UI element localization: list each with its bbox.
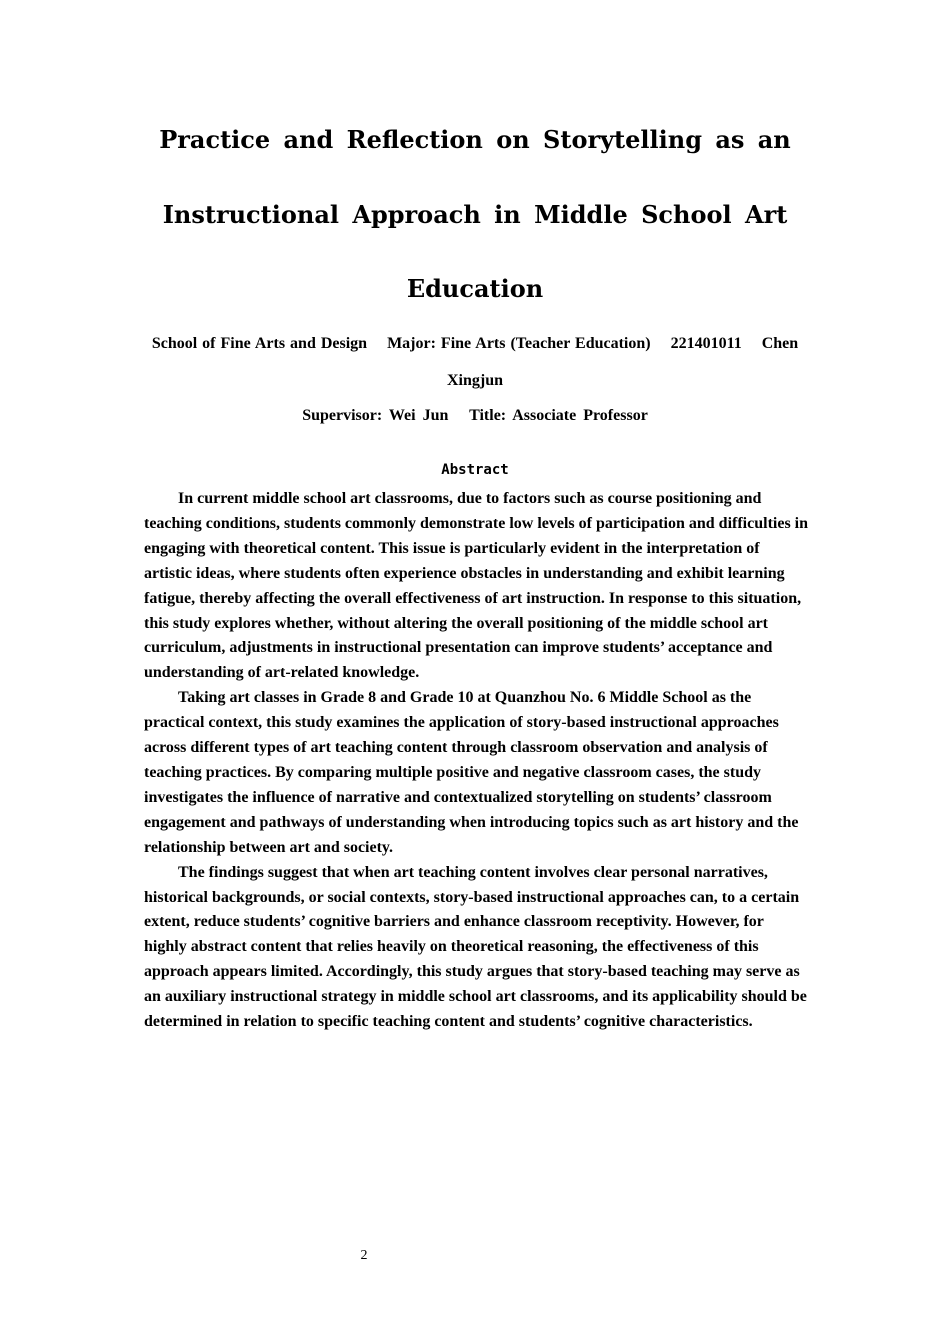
abstract-paragraph-1: In current middle school art classrooms, due to factors such as course positioning and teaching conditions, students commonly demonstrate low levels of participation and difficulties in engaging with theoretical content. This issue is particularly evident in the interpretation of artistic ideas, where students often experience obstacles in understanding and exhibit learning fatigue, thereby affecting the overall effectiveness of art instruction. In response to this situation, this study explores whether, without altering the overall positioning of the middle school art curriculum, adjustments in instructional presentation can improve students’ acceptance and understanding of art-related knowledge.	[144, 490, 809, 682]
title-line-1: Practice and Reflection on Storytelling as an	[159, 125, 791, 154]
page-number: 2	[360, 1248, 368, 1263]
title-line-3: Education	[406, 274, 544, 303]
abstract-heading: Abstract	[441, 462, 509, 478]
author-info-line-1: School of Fine Arts and Design Major: Fine Arts (Teacher Education) 221401011 Chen	[151, 335, 799, 352]
supervisor-info: Supervisor: Wei Jun Title: Associate Professor	[302, 407, 648, 424]
abstract-paragraph-2: Taking art classes in Grade 8 and Grade 10 at Quanzhou No. 6 Middle School as the practical context, this study examines the application of story-based instructional approaches across different types of art teaching content through classroom observation and analysis of teaching practices. By comparing multiple positive and negative classroom cases, the study investigates the influence of narrative and contextualized storytelling on students’ classroom engagement and pathways of understanding when introducing topics such as art history and the relationship between art and society.	[144, 689, 799, 856]
title-line-2: Instructional Approach in Middle School Art	[162, 200, 788, 229]
abstract-body	[144, 487, 808, 1035]
author-info-line-2: Xingjun	[446, 372, 504, 389]
abstract-paragraph-3: The findings suggest that when art teaching content involves clear personal narratives, historical backgrounds, or social contexts, story-based instructional approaches can, to a certain extent, reduce students’ cognitive barriers and enhance classroom receptivity. However, for highly abstract content that relies heavily on theoretical reasoning, the effectiveness of this approach appears limited. Accordingly, this study argues that story-based teaching may serve as an auxiliary instructional strategy in middle school art classrooms, and its applicability should be determined in relation to specific teaching content and students’ cognitive characteristics.	[144, 863, 807, 1031]
